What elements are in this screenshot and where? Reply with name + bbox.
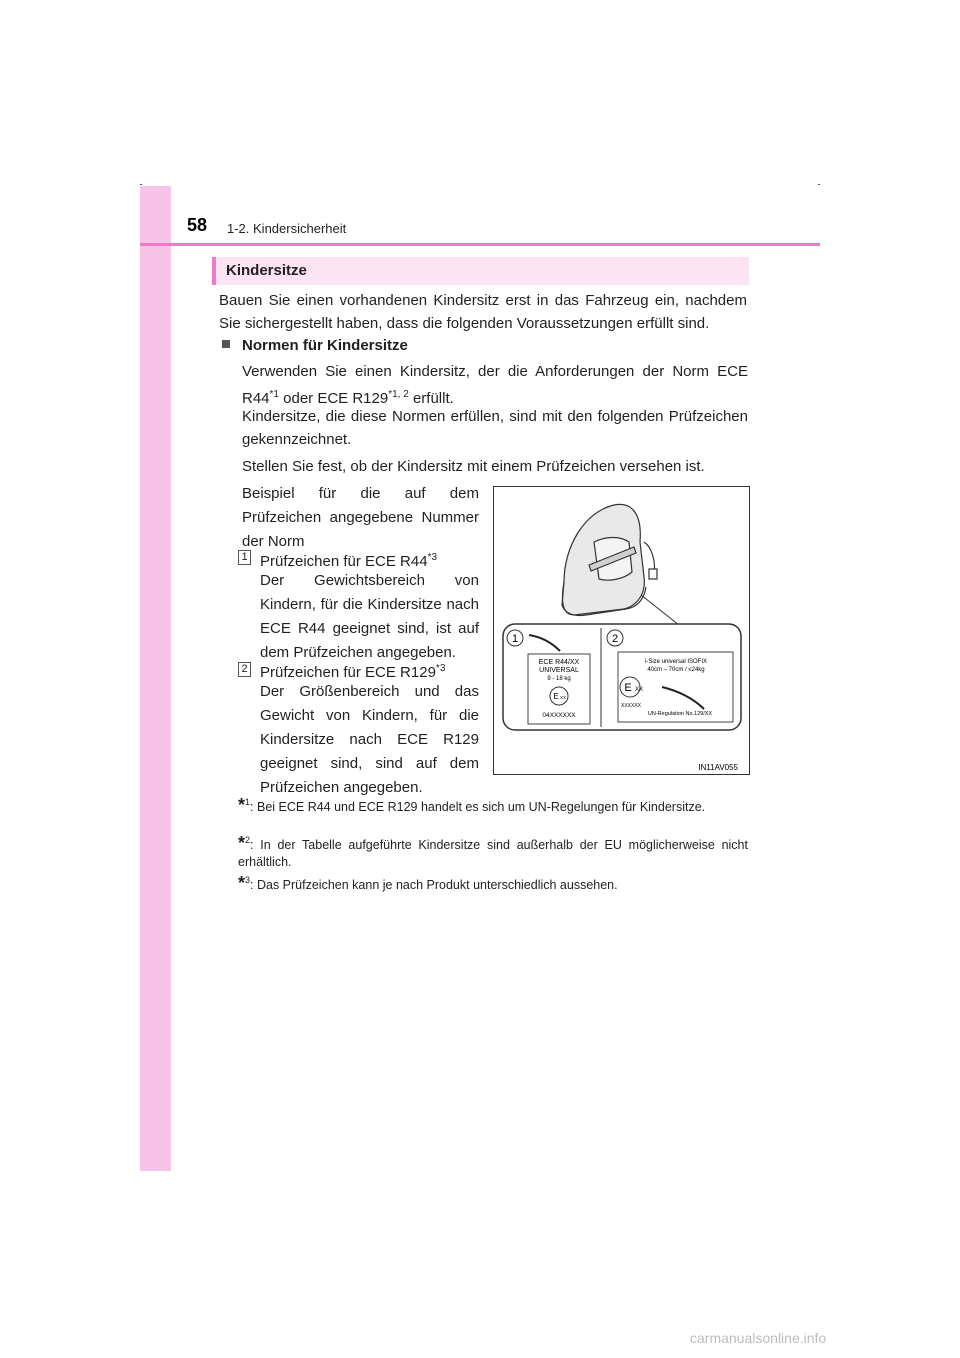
footnote-1-mark: * xyxy=(238,795,246,815)
label2-reg: UN-Regulation No.129/XX xyxy=(647,711,713,717)
example-paragraph: Beispiel für die auf dem Prüfzeichen angegebene Nummer der Norm xyxy=(242,485,479,550)
label1-e: E xyxy=(553,692,559,701)
footnote-3-num: 3 xyxy=(245,875,251,885)
header-rule xyxy=(140,243,820,246)
footnote-3-text: : Das Prüfzeichen kann je nach Produkt unterschiedlich aussehen. xyxy=(250,878,618,892)
child-seat-figure xyxy=(493,486,750,775)
pointer-line xyxy=(641,595,679,625)
mark-paragraph: Kindersitze, die diese Normen erfüllen, sind mit den folgenden Prüfzeichen gekennzeichnet. xyxy=(242,408,748,448)
label1-line3: 9 - 18 kg xyxy=(547,676,571,682)
item2-text: Der Größenbereich und das Gewicht von Kindern, für die Kindersitze nach ECE R129 geeignet sind, sind auf dem Prüfzeichen angegeben. xyxy=(260,683,479,796)
label1-code: 04XXXXXX xyxy=(542,712,576,719)
label2-code: XXXXXX xyxy=(621,703,642,709)
footnote-1-num: 1 xyxy=(245,797,251,807)
label2-line2: 40cm – 70cm / ≤24kg xyxy=(647,667,705,673)
bullet-title: Normen für Kindersitze xyxy=(242,337,408,354)
item1-sup: *3 xyxy=(427,552,438,563)
footnote-1 xyxy=(238,794,748,816)
footnote-2-mark: * xyxy=(238,833,246,853)
norm-sup-1: *1 xyxy=(269,389,279,400)
item-number-1: 1 xyxy=(238,550,251,565)
intro-paragraph: Bauen Sie einen vorhandenen Kindersitz erst in das Fahrzeug ein, nachdem Sie sichergestellt haben, dass die folgenden Voraussetzungen erfüllt sind. xyxy=(219,292,747,332)
footnote-2-num: 2 xyxy=(245,835,251,845)
crop-mark-right xyxy=(818,184,820,185)
watermark: carmanualsonline.info xyxy=(690,1330,827,1346)
norm-sup-2: *1, 2 xyxy=(388,389,409,400)
item2-sup: *3 xyxy=(435,663,446,674)
footnote-2-text: : In der Tabelle aufgeführte Kindersitze sind außerhalb der EU möglicherweise nicht erhältlich. xyxy=(238,838,748,869)
footnote-1-text: : Bei ECE R44 und ECE R129 handelt es sich um UN-Regelungen für Kindersitze. xyxy=(250,800,706,814)
label2-line1: i-Size universal ISOFIX xyxy=(644,659,708,665)
label1-line2: UNIVERSAL xyxy=(539,667,579,674)
norm-text-a: Verwenden Sie einen Kindersitz, der die Anforderungen der Norm ECE R44 xyxy=(242,363,748,407)
figure-num-2: 2 xyxy=(611,633,619,645)
figure-num-1: 1 xyxy=(511,633,519,645)
child-seat-icon xyxy=(562,504,657,615)
item-number-2: 2 xyxy=(238,662,251,677)
crop-mark-left xyxy=(140,184,142,185)
item1-title-text: Prüfzeichen für ECE R44 xyxy=(260,553,428,570)
label2-xx: XX xyxy=(634,687,644,693)
norm-paragraph xyxy=(242,360,748,410)
norm-text-c: erfüllt. xyxy=(408,390,454,407)
section-title: Kindersitze xyxy=(226,262,307,279)
item1-text: Der Gewichtsbereich von Kindern, für die Kindersitze nach ECE R44 geeignet sind, ist auf dem Prüfzeichen angegeben. xyxy=(260,572,479,661)
footnote-3 xyxy=(238,872,748,894)
label1-xx: XX xyxy=(559,695,567,700)
item2-title-text: Prüfzeichen für ECE R129 xyxy=(260,664,436,681)
label1-line1: ECE R44/XX xyxy=(538,659,580,666)
norm-text-b: oder ECE R129 xyxy=(278,390,389,407)
footnote-3-mark: * xyxy=(238,873,246,893)
section-header xyxy=(212,257,749,285)
figure-code: IN11AV055 xyxy=(698,763,738,772)
side-tab-bar xyxy=(140,186,171,1171)
footnote-2 xyxy=(238,832,748,871)
bullet-square-icon xyxy=(222,340,230,348)
chapter-title: 1-2. Kindersicherheit xyxy=(227,221,347,236)
label2-e: E xyxy=(624,682,632,694)
page-number: 58 xyxy=(187,215,208,235)
child-seat-illustration xyxy=(494,487,749,774)
check-paragraph: Stellen Sie fest, ob der Kindersitz mit einem Prüfzeichen versehen ist. xyxy=(242,458,705,475)
